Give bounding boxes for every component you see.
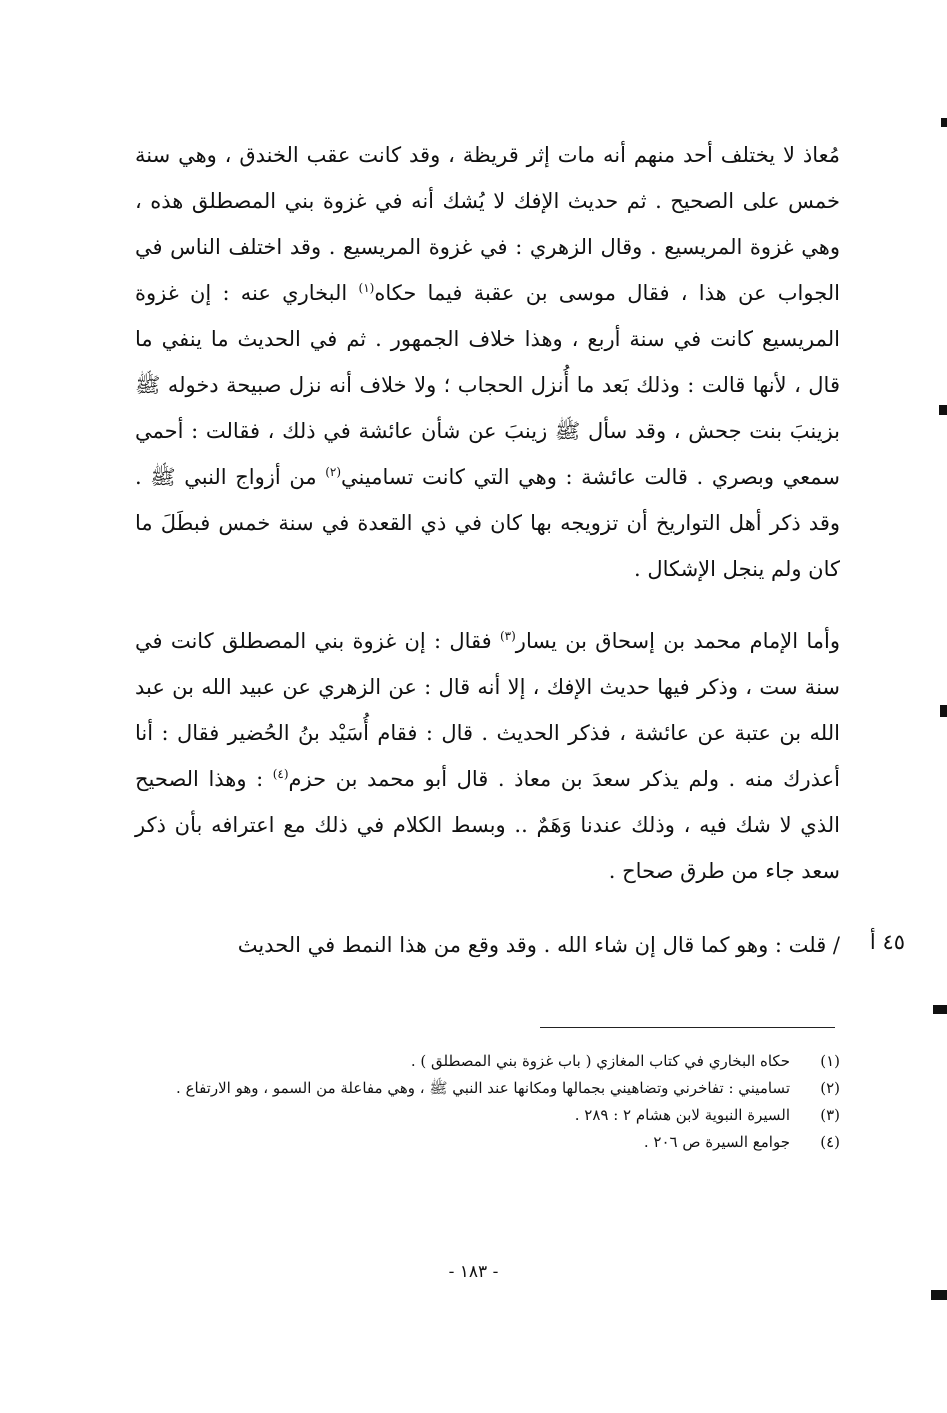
- footnote-ref-3[interactable]: (٣): [499, 629, 516, 643]
- manuscript-folio-marker: ٤٥ أ: [869, 930, 905, 954]
- para1-text-b: البخاري عنه : إن غزوة المريسيع كانت في سنة أربع ، وهذا خلاف الجمهور . ثم في الحديث ما ينفي ما قال ، لأنها قالت : وذلك بَعد ما أُنزل الحجاب ؛ ولا خلاف أنه نزل صبيحة دخوله ﷺ بزينبَ بنت جحش ، وقد سأل ﷺ زينبَ عن شأن عائشة في ذلك ، فقالت : أحمي سمعي وبصري . قالت عائشة : وهي التي كانت تساميني: [135, 281, 841, 489]
- footnote-number: (٤): [820, 1133, 840, 1151]
- paragraph-1: [135, 132, 840, 592]
- para2-text-c: : وهذا الصحيح الذي لا شك فيه ، وذلك عندنا وَهَمٌ .. وبسط الكلام في ذلك مع اعترافه بأن ذكر سعد جاء من طرق صحاح .: [135, 767, 840, 883]
- footnotes-section: [135, 1048, 840, 1156]
- scan-edge-mark: [940, 705, 947, 717]
- footnote-ref-4[interactable]: (٤): [272, 767, 289, 781]
- footnote-ref-2[interactable]: (٢): [325, 465, 342, 479]
- para2-text-b: فقال : إن غزوة بني المصطلق كانت في سنة ست ، وذكر فيها حديث الإفك ، إلا أنه قال : عن الزهري عن عبيد الله بن عبد الله بن عتبة عن عائشة ، فذكر الحديث . قال : فقام أُسَيْد بنُ الحُضير فقال : أنا أعذرك منه . ولم يذكر سعدَ بن معاذ . قال أبو محمد بن حزم: [135, 629, 840, 791]
- footnote-text: السيرة النبوية لابن هشام ٢ : ٢٨٩ .: [574, 1106, 790, 1124]
- footnote-3: [135, 1102, 840, 1129]
- page-number: - ١٨٣ -: [448, 1262, 499, 1282]
- footnote-4: [135, 1129, 840, 1156]
- footnote-number: (٣): [820, 1106, 840, 1124]
- footnote-1: [135, 1048, 840, 1075]
- paragraph-2: [135, 618, 840, 894]
- footnote-2: [135, 1075, 840, 1102]
- footnote-text: تساميني : تفاخرني وتضاهيني بجمالها ومكانها عند النبي ﷺ ، وهي مفاعلة من السمو ، وهو الارتفاع .: [176, 1079, 790, 1097]
- scan-edge-mark: [931, 1290, 947, 1300]
- para2-text-a: وأما الإمام محمد بن إسحاق بن يسار: [515, 629, 840, 653]
- footnote-text: حكاه البخاري في كتاب المغازي ( باب غزوة بني المصطلق ) .: [410, 1052, 790, 1070]
- footnote-divider: [540, 1027, 835, 1028]
- scan-edge-mark: [933, 1005, 947, 1014]
- footnote-text: جوامع السيرة ص ٢٠٦ .: [643, 1133, 790, 1151]
- footnote-number: (١): [820, 1052, 840, 1070]
- scan-edge-mark: [941, 118, 947, 127]
- paragraph-3: / قلت : وهو كما قال إن شاء الله . وقد وقع من هذا النمط في الحديث: [237, 933, 840, 957]
- para1-text-a: مُعاذ لا يختلف أحد منهم أنه مات إثر قريظة ، وقد كانت عقب الخندق ، وهي سنة خمس على الصحيح . ثم حديث الإفك لا يُشك أنه في غزوة بني المصطلق هذه ، وهي غزوة المريسيع . وقال الزهري : في غزوة المريسيع . وقد اختلف الناس في الجواب عن هذا ، فقال موسى بن عقبة فيما حكاه: [135, 143, 840, 305]
- footnote-ref-1[interactable]: (١): [358, 281, 375, 295]
- para1-text-c: من أزواج النبي ﷺ . وقد ذكر أهل التواريخ أن تزويجه بها كان في ذي القعدة في سنة خمس فبطَلَ ما كان ولم ينجل الإشكال .: [135, 465, 840, 581]
- scan-edge-mark: [939, 405, 947, 415]
- footnote-number: (٢): [820, 1079, 840, 1097]
